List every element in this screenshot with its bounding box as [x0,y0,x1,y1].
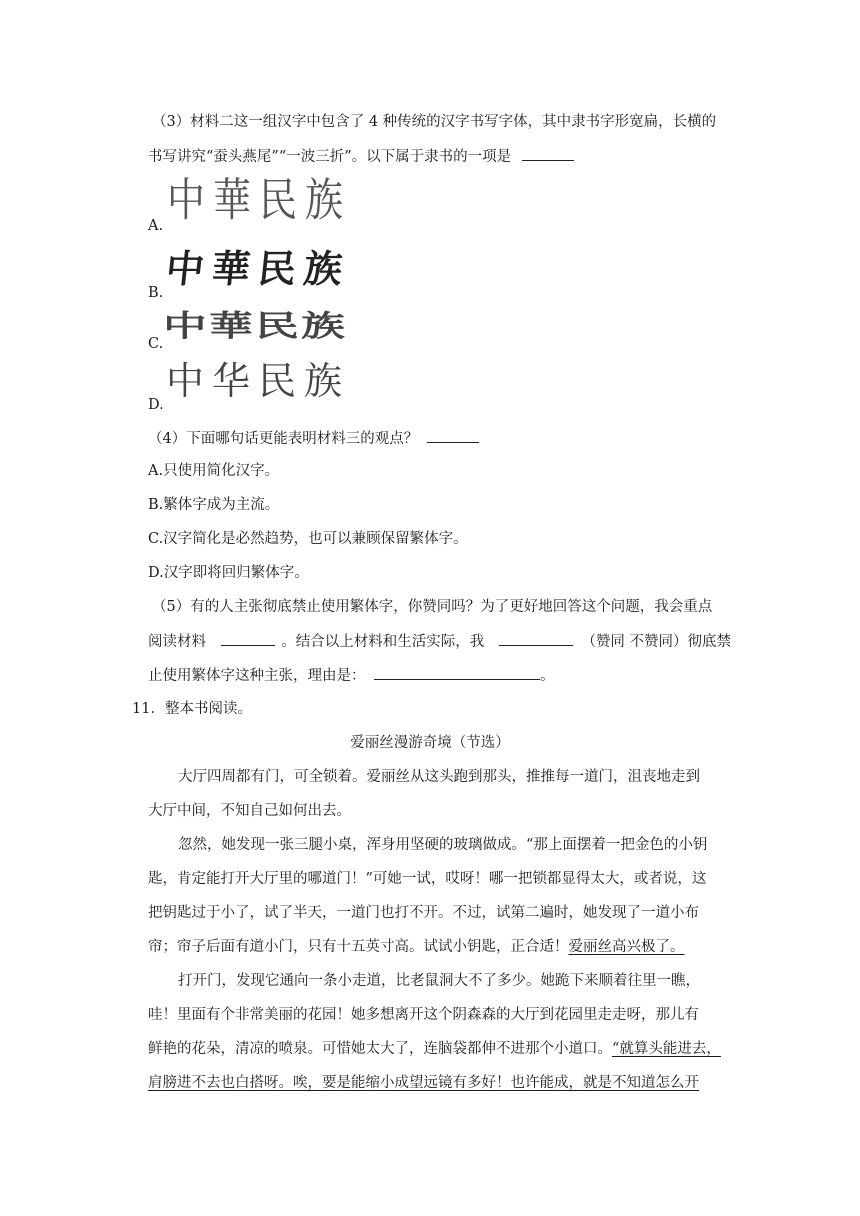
q5-stance-blank[interactable] [499,631,573,646]
underlined-sentence: “就算头能进去， [612,1041,721,1057]
glyph: 族 [301,247,345,291]
q4-answer-blank[interactable] [427,428,479,443]
glyph: 民 [255,308,299,344]
glyph: 華 [212,173,249,227]
glyph: 華 [209,308,253,344]
q5-line2 [148,631,731,652]
q3-option-d-glyphs [166,359,342,403]
glyph: 族 [301,308,345,344]
glyph: 華 [209,247,253,291]
q3-option-a-label: A. [148,218,164,234]
q4-question-text: （4）下面哪句话更能表明材料三的观点？ [148,431,419,447]
q3-option-b-glyphs [163,247,345,291]
q5-line3-part-a: 止使用繁体字这种主张，理由是： [148,668,366,684]
glyph: 中 [166,173,203,227]
passage-p3-l3-text: 鲜艳的花朵，清凉的喷泉。可惜她太大了，连脑袋都伸不进那个小道口。 [148,1041,612,1057]
q5-line1: （5）有的人主张彻底禁止使用繁体字，你赞同吗？为了更好地回答这个问题，我会重点 [152,599,713,615]
glyph: 民 [255,247,299,291]
q3-option-b-label: B. [148,285,164,301]
passage-p2-l4 [148,937,685,957]
passage-p2-l3: 把钥匙过于小了，试了半天，一道门也打不开。不过，试第二遍时，她发现了一道小布 [148,905,699,921]
q3-option-d-label: D. [148,397,164,413]
passage-p3-l4 [148,1073,699,1093]
glyph: 民 [258,173,295,227]
glyph: 华 [212,359,251,403]
q4-question [148,428,479,449]
q3-line2 [148,146,574,167]
glyph: 中 [166,359,205,403]
passage-p1-l1: 大厅四周都有门，可全锁着。爱丽丝从这头跑到那头，推推每一道门，沮丧地走到 [178,769,700,785]
underlined-sentence: 爱丽丝高兴极了。 [568,939,685,955]
q3-line1: （3）材料二这一组汉字中包含了 4 种传统的汉字书写字体，其中隶书字形宽扁，长横的 [152,114,717,130]
q3-answer-blank[interactable] [522,146,574,161]
q5-line2-part-c: （赞同 不赞同）彻底禁 [581,634,732,650]
q4-option-c: C.汉字简化是必然趋势，也可以兼顾保留繁体字。 [148,531,468,547]
q3-option-c-label: C. [148,336,164,352]
passage-p3-l3 [148,1039,721,1059]
glyph: 中 [163,308,207,344]
glyph: 中 [163,247,207,291]
passage-p2-l4-text: 帘；帘子后面有道小门，只有十五英寸高。试试小钥匙，正合适！ [148,939,569,955]
q11-header: 11．整本书阅读。 [132,701,252,717]
passage-p2-l2: 匙，肯定能打开大厅里的哪道门！”可她一试，哎呀！哪一把锁都显得太大，或者说，这 [148,871,707,887]
q4-option-a: A.只使用简化汉字。 [148,463,280,479]
q5-line3-part-b: 。 [540,668,555,684]
glyph: 民 [258,359,297,403]
q5-reason-blank[interactable] [374,665,540,680]
q3-line2-text: 书写讲究“蚕头燕尾”“一波三折”。以下属于隶书的一项是 [148,149,512,165]
q5-material-blank[interactable] [221,631,275,646]
q5-line3 [148,665,555,686]
q3-option-a-glyphs [166,173,342,227]
underlined-sentence: 肩膀进不去也白搭呀。唉，要是能缩小成望远镜有多好！也许能成，就是不知道怎么开 [148,1075,699,1091]
q5-line2-part-a: 阅读材料 [148,634,206,650]
q5-line2-part-b: 。结合以上材料和生活实际，我 [281,634,485,650]
glyph: 族 [304,359,343,403]
q4-option-b: B.繁体字成为主流。 [148,497,280,513]
passage-p3-l2: 哇！里面有个非常美丽的花园！她多想离开这个阴森森的大厅到花园里走走呀，那儿有 [148,1007,699,1023]
passage-title: 爱丽丝漫游奇境（节选） [350,735,510,751]
q4-option-d: D.汉字即将回归繁体字。 [148,565,309,581]
glyph: 族 [304,173,341,227]
q3-option-c-glyphs [163,304,345,348]
passage-p2-l1: 忽然，她发现一张三腿小桌，浑身用坚硬的玻璃做成。“那上面摆着一把金色的小钥 [178,837,708,853]
passage-p1-l2: 大厅中间，不知自己如何出去。 [148,803,351,819]
passage-p3-l1: 打开门，发现它通向一条小走道，比老鼠洞大不了多少。她跪下来顺着往里一瞧， [178,973,700,989]
